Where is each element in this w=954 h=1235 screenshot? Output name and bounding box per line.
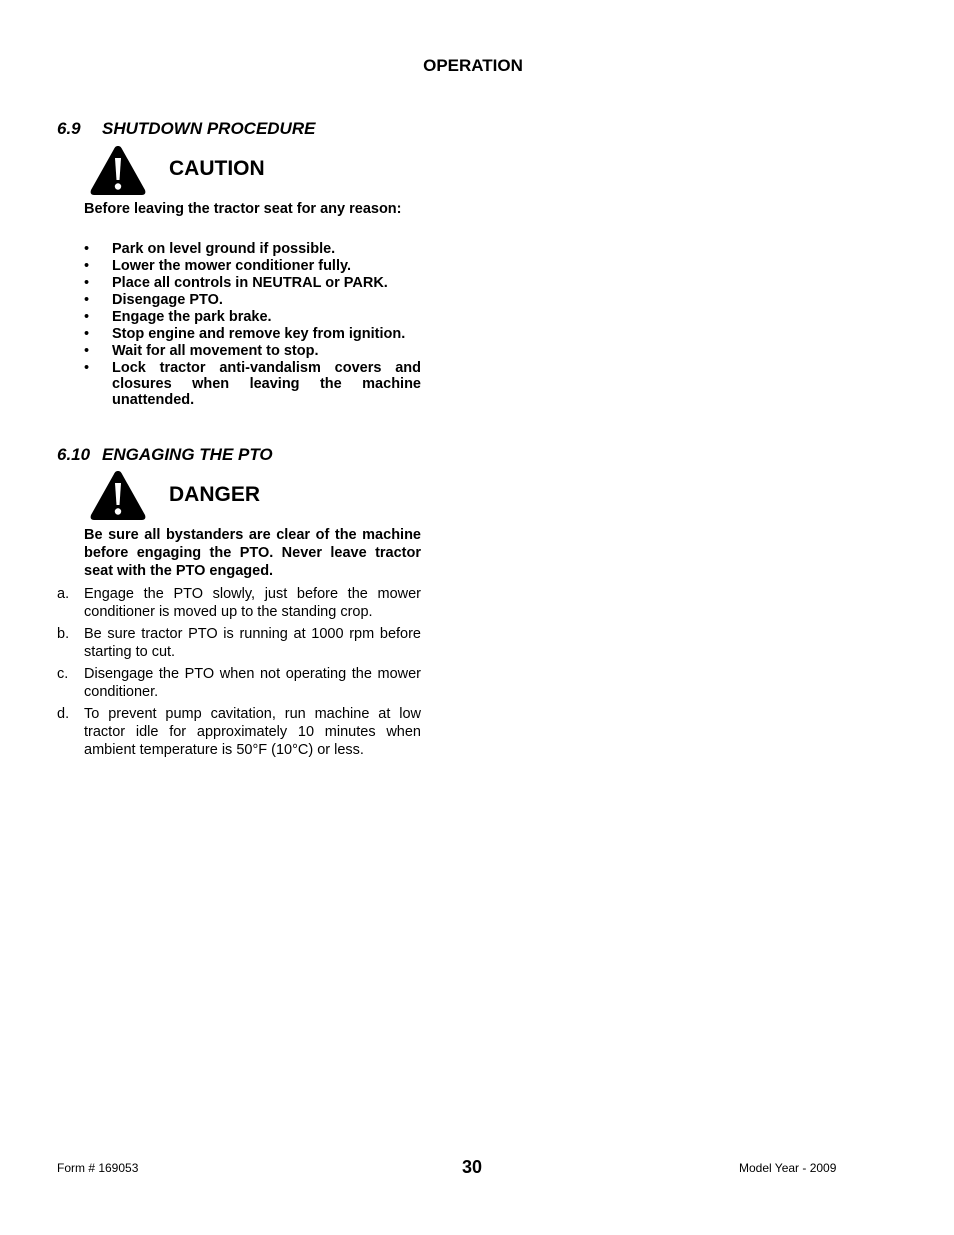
section-title: ENGAGING THE PTO <box>102 445 273 464</box>
list-item: • Park on level ground if possible. <box>84 241 336 257</box>
list-item: • Engage the park brake. <box>84 309 272 325</box>
list-item: • Place all controls in NEUTRAL or PARK. <box>84 275 388 291</box>
pto-steps-list <box>57 585 421 763</box>
section-heading-engaging-pto <box>57 445 273 465</box>
shutdown-bullet-list <box>84 241 421 409</box>
section-heading-shutdown <box>57 119 315 139</box>
list-item: a. Engage the PTO slowly, just before the mower conditioner is moved up to the standing crop. <box>57 586 421 620</box>
footer-model-year: Model Year - 2009 <box>739 1161 837 1175</box>
list-item: • Lock tractor anti-vandalism covers and closures when leaving the machine unattended. <box>84 360 421 408</box>
section-number: 6.10 <box>57 445 91 464</box>
header-title: OPERATION <box>423 56 523 75</box>
section-title: SHUTDOWN PROCEDURE <box>102 119 316 138</box>
page-header <box>0 56 954 76</box>
danger-warning-text: Be sure all bystanders are clear of the machine before engaging the PTO. Never leave tractor seat with the PTO engaged. <box>84 527 421 579</box>
warning-triangle-icon <box>89 469 147 521</box>
danger-signal-word: DANGER <box>169 483 261 506</box>
page-number: 30 <box>461 1157 483 1177</box>
caution-signal-word: CAUTION <box>169 157 265 180</box>
list-item: • Disengage PTO. <box>84 292 223 308</box>
warning-triangle-icon <box>89 144 147 196</box>
list-item: d. To prevent pump cavitation, run machine at low tractor idle for approximately 10 minutes when ambient temperature is 50°F (10°C) or less. <box>57 706 421 758</box>
list-item: c. Disengage the PTO when not operating the mower conditioner. <box>57 666 421 700</box>
list-item: • Stop engine and remove key from ignition. <box>84 326 406 342</box>
section-number: 6.9 <box>57 119 81 138</box>
list-item: b. Be sure tractor PTO is running at 1000 rpm before starting to cut. <box>57 626 421 660</box>
footer-form-number: Form # 169053 <box>57 1161 139 1175</box>
list-item: • Wait for all movement to stop. <box>84 343 319 359</box>
list-item: • Lower the mower conditioner fully. <box>84 258 352 274</box>
caution-intro: Before leaving the tractor seat for any reason: <box>84 201 402 217</box>
